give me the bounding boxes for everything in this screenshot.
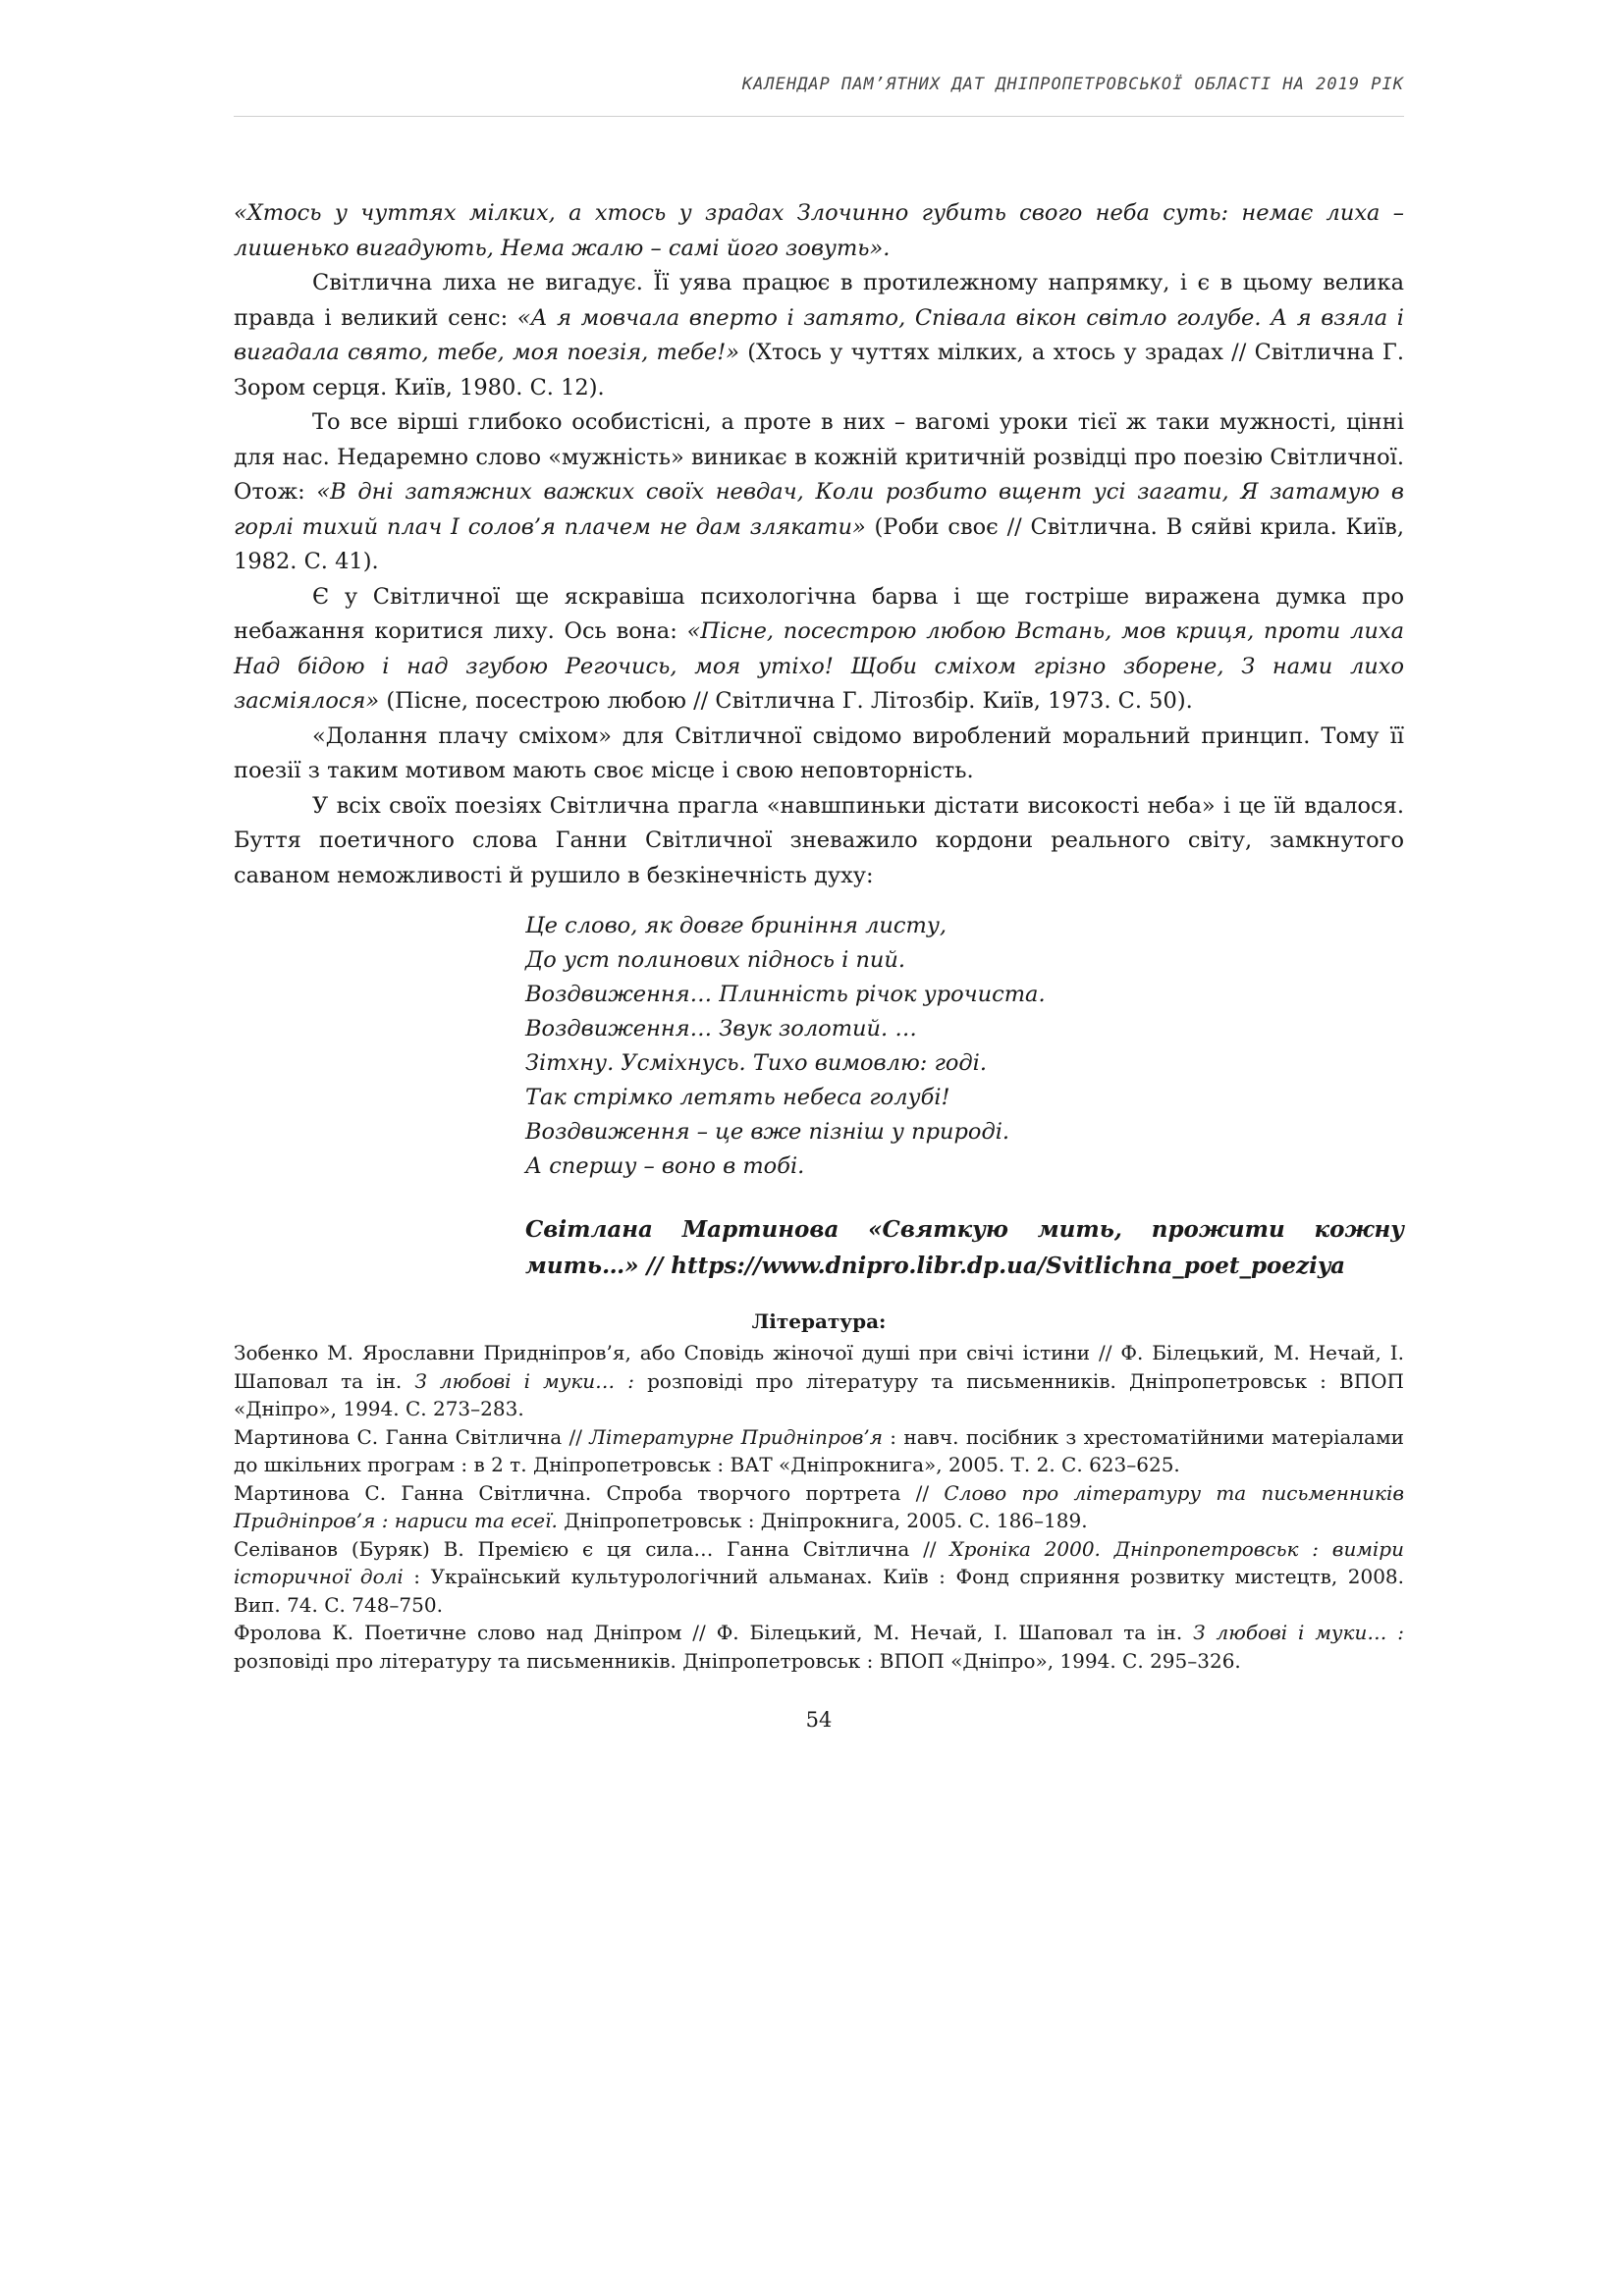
page-number: 54 <box>805 1708 833 1732</box>
paragraph-2: Світлична лиха не вигадує. Її уява працює в протилежному напрямку, і є в цьому велика правда і великий сенс: «А я мовчала вперто і затято, Співала вікон світло голубе. А я взяла і вигадала свято, тебе, моя поезія, тебе!» (Хтось у чуттях мілких, а хтось у зрадах // Світлична Г. Зором серця. Київ, 1980. С. 12). <box>234 270 1404 400</box>
poem <box>525 909 1046 1184</box>
poem-line: До уст полинових піднось і пий. <box>525 947 906 973</box>
poem-line: Воздвиження – це вже пізніш у природі. <box>525 1119 1010 1145</box>
literature-heading: Література: <box>751 1309 887 1333</box>
quote: «Пісне, посестрою любою Встань, мов криця, проти лиха Над бідою і над згубою Регочись, моя утіхо! Щоби сміхом грізно зборене, З нами лихо засміялося» <box>234 618 1404 714</box>
poem-line: Воздвиження… Плинність річок урочиста. <box>525 982 1046 1007</box>
paragraph-4: Є у Світличної ще яскравіша психологічна барва і ще гостріше виражена думка про небажання коритися лиху. Ось вона: «Пісне, посестрою любою Встань, мов криця, проти лиха Над бідою і над згубою Регочись, моя утіхо! Щоби сміхом грізно зборене, З нами лихо засміялося» (Пісне, посестрою любою // Світлична Г. Літозбір. Київ, 1973. С. 50). <box>234 583 1404 714</box>
paragraph-5: «Долання плачу сміхом» для Світличної свідомо вироблений моральний принцип. Тому її поезії з таким мотивом мають своє місце і свою неповторність. <box>234 722 1404 783</box>
reference-item: Селіванов (Буряк) В. Премією є ця сила… Ганна Світлична // Хроніка 2000. Дніпропетровськ : виміри історичної долі : Український культурологічний альманах. Київ : Фонд сприяння розвитку мистецтв, 2008. Вип. 74. С. 748–750. <box>234 1536 1404 1617</box>
poem-line: Воздвиження… Звук золотий. … <box>525 1016 917 1041</box>
quote: «А я мовчала вперто і затято, Співала вікон світло голубе. А я взяла і вигадала свято, тебе, моя поезія, тебе!» <box>234 304 1404 365</box>
poem-line: Це слово, як довге бриніння листу, <box>525 913 947 938</box>
source-attribution: Світлана Мартинова «Святкую мить, прожити кожну мить…» // https://www.dnipro.libr.dp.ua/Svitlichna_poet_poeziya <box>525 1216 1404 1279</box>
header-divider <box>234 116 1404 117</box>
quote: «В дні затяжних важких своїх невдач, Коли розбито вщент усі загати, Я затамую в горлі тихий плач І солов’я плачем не дам злякати» <box>234 479 1404 540</box>
reference-item: Зобенко М. Ярославни Придніпров’я, або Сповідь жіночої душі при свічі істини // Ф. Білецький, М. Нечай, І. Шаповал та ін. З любові і муки… : розповіді про літературу та письменників. Дніпропетровськ : ВПОП «Дніпро», 1994. С. 273–283. <box>234 1341 1404 1420</box>
reference-item: Мартинова С. Ганна Світлична. Спроба творчого портрета // Слово про літературу та письменників Придніпров’я : нариси та есеї. Дніпропетровськ : Дніпрокнига, 2005. С. 186–189. <box>234 1480 1404 1532</box>
paragraph-3: То все вірші глибоко особистісні, а проте в них – вагомі уроки тієї ж таки мужності, цінні для нас. Недаремно слово «мужність» виникає в кожній критичній розвідці про поезію Світличної. Отож: «В дні затяжних важких своїх невдач, Коли розбито вщент усі загати, Я затамую в горлі тихий плач І солов’я плачем не дам злякати» (Роби своє // Світлична. В сяйві крила. Київ, 1982. С. 41). <box>234 409 1404 574</box>
poem-line: Так стрімко летять небеса голубі! <box>525 1085 950 1110</box>
poem-line: А спершу – воно в тобі. <box>525 1153 805 1179</box>
paragraph-1 <box>234 196 1404 266</box>
running-header: КАЛЕНДАР ПАМ’ЯТНИХ ДАТ ДНІПРОПЕТРОВСЬКОЇ ОБЛАСТІ НА 2019 РІК <box>741 75 1404 94</box>
reference-item: Фролова К. Поетичне слово над Дніпром // Ф. Білецький, М. Нечай, І. Шаповал та ін. З любові і муки… : розповіді про літературу та письменників. Дніпропетровськ : ВПОП «Дніпро», 1994. С. 295–326. <box>234 1621 1404 1673</box>
quote: «Хтось у чуттях мілких, а хтось у зрадах Злочинно губить свого неба суть: немає лиха – лишенько вигадують, Нема жалю – самі його зовуть». <box>234 200 1404 261</box>
article-body <box>234 196 1404 893</box>
paragraph-6: У всіх своїх поезіях Світлична прагла «навшпиньки дістати високості неба» і це їй вдалося. Буття поетичного слова Ганни Світличної зневажило кордони реального світу, замкнутого саваном неможливості й рушило в безкінечність духу: <box>234 792 1404 888</box>
poem-line: Зітхну. Усміхнусь. Тихо вимовлю: годі. <box>525 1050 988 1076</box>
reference-list <box>234 1339 1404 1675</box>
reference-item: Мартинова С. Ганна Світлична // Літературне Придніпров’я : навч. посібник з хрестоматійними матеріалами до шкільних програм : в 2 т. Дніпропетровськ : ВАТ «Дніпрокнига», 2005. Т. 2. С. 623–625. <box>234 1424 1404 1476</box>
